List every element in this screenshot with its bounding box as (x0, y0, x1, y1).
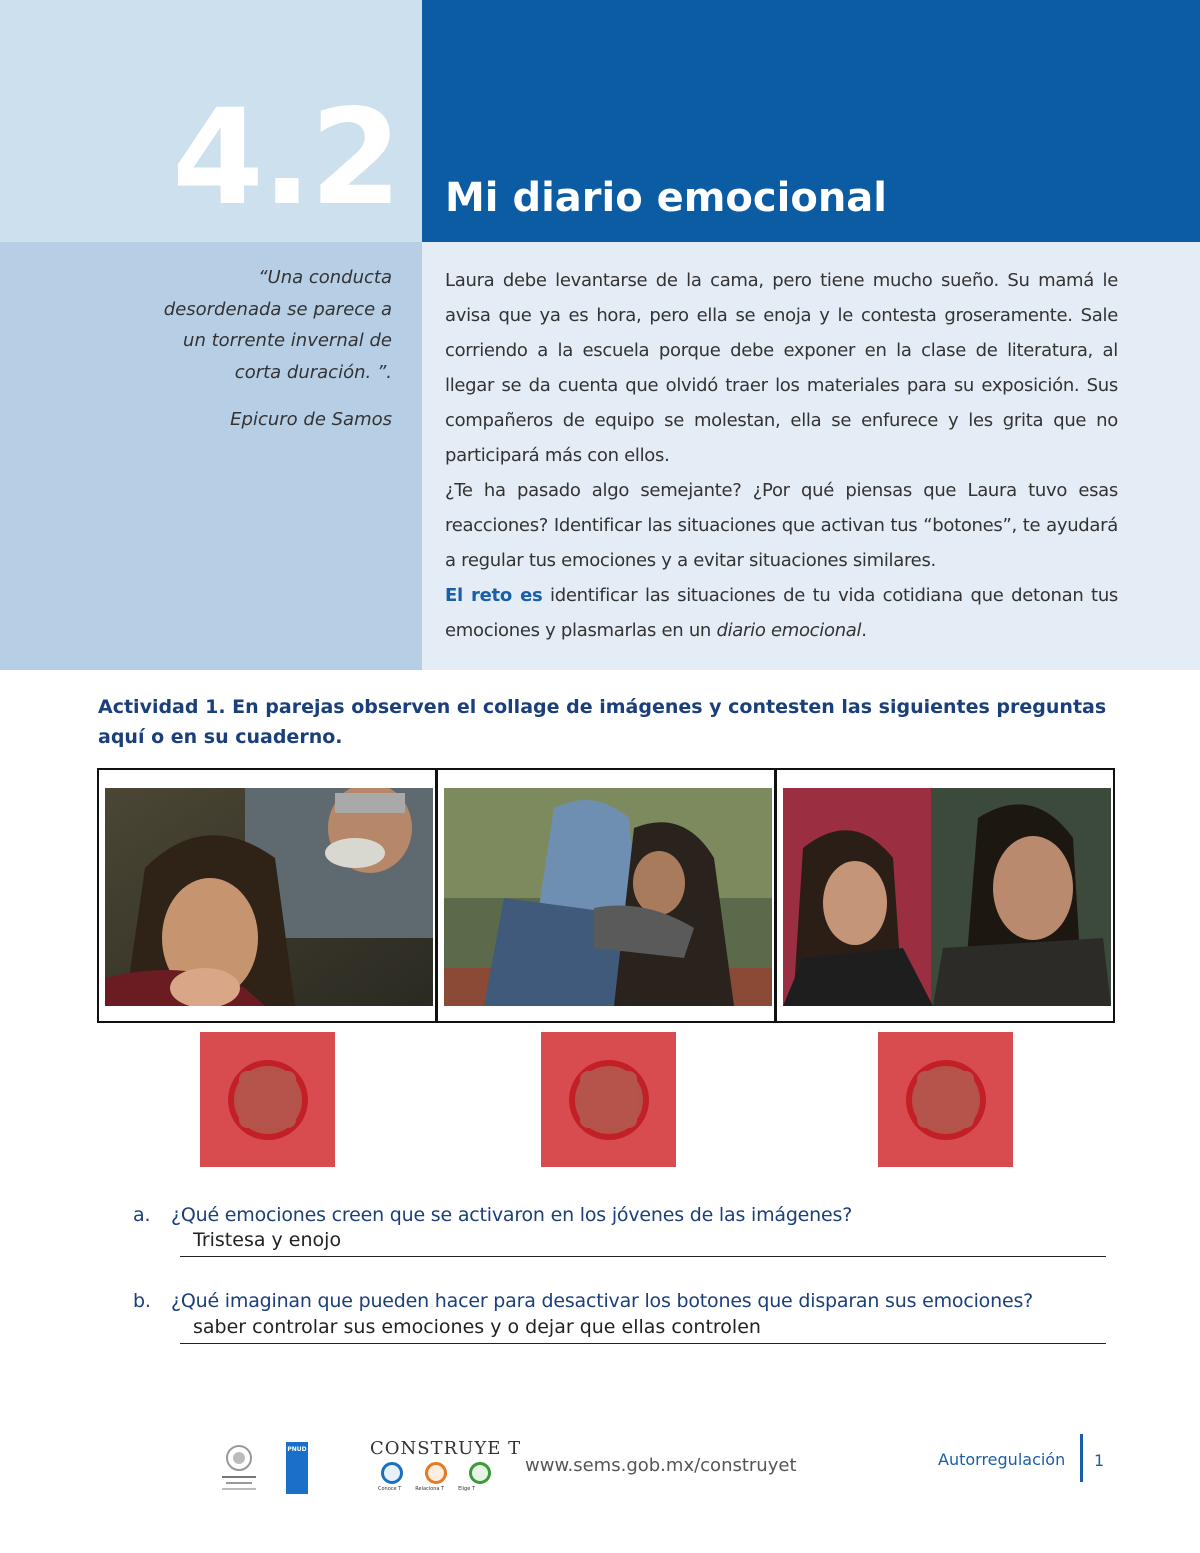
intro-paragraph: ¿Te ha pasado algo semejante? ¿Por qué piensas que Laura tuvo esas reacciones? Identificar las situaciones que activan tus “botones”, te ayudará a regular tus emociones y a evitar situaciones similares. (445, 480, 1118, 571)
image-placeholder (541, 1032, 676, 1167)
image-placeholder (200, 1032, 335, 1167)
activity-title: Actividad 1. En parejas observen el collage de imágenes y contesten las siguientes preguntas aquí o en su cuaderno. (98, 696, 1107, 748)
answer-b-field[interactable]: saber controlar sus emociones y o dejar que ellas controlen (193, 1316, 761, 1338)
epigraph (152, 262, 392, 436)
photo-girl-and-father (105, 788, 433, 1006)
collage-cell (97, 768, 437, 1023)
intro-paragraph: Laura debe levantarse de la cama, pero tiene mucho sueño. Su mamá le avisa que ya es hora, pero ella se enoja y le contesta groseramente. Sale corriendo a la escuela porque debe exponer en la clase de literatura, al llegar se da cuenta que olvidó traer los materiales para su exposición. Sus compañeros de equipo se molestan, ella se enfurece y les grita que no participará más con ellos. (445, 270, 1118, 466)
question-text: ¿Qué imaginan que pueden hacer para desactivar los botones que disparan sus emociones? (171, 1290, 1034, 1312)
question-letter: a. (133, 1204, 151, 1226)
section-number: 4.2 (172, 81, 400, 235)
conoce-icon (381, 1462, 403, 1484)
construye-t-labels: Conoce T Relaciona T Elige T (378, 1486, 475, 1492)
footer-divider (1080, 1434, 1083, 1482)
quote-panel (0, 242, 422, 670)
challenge-text: identificar las situaciones de tu vida cotidiana que detonan tus emociones y plasmarlas en un (445, 585, 1119, 641)
image-placeholder (878, 1032, 1013, 1167)
section-name: Autorregulación (938, 1450, 1066, 1469)
answer-line (180, 1256, 1106, 1257)
epigraph-text: “Una conducta desordenada se parece a un torrente invernal de corta duración. ”. (163, 267, 392, 383)
construye-t-icons (381, 1462, 491, 1484)
question-letter: b. (133, 1290, 151, 1312)
question-a (133, 1204, 852, 1226)
page-title: Mi diario emocional (445, 175, 887, 221)
epigraph-author: Epicuro de Samos (230, 409, 392, 430)
photo-hug (444, 788, 772, 1006)
photo-two-young-men (783, 788, 1111, 1006)
challenge-label: El reto es (445, 585, 543, 606)
image-collage (97, 768, 1117, 1023)
page-number: 1 (1094, 1451, 1105, 1470)
website-link[interactable]: www.sems.gob.mx/construyet (525, 1455, 797, 1476)
pnud-logo: PNUD (286, 1442, 308, 1494)
challenge-emphasis: diario emocional (716, 620, 862, 641)
question-b (133, 1290, 1033, 1312)
question-text: ¿Qué emociones creen que se activaron en los jóvenes de las imágenes? (171, 1204, 853, 1226)
elige-icon (469, 1462, 491, 1484)
answer-a-field[interactable]: Tristesa y enojo (193, 1229, 342, 1251)
challenge-paragraph: El reto es identificar las situaciones de tu vida cotidiana que detonan tus emociones y plasmarlas en un diario emocional. (445, 585, 1119, 641)
construye-t-logo: CONSTRUYE T (370, 1438, 522, 1459)
intro-text (445, 263, 1118, 648)
collage-cell (436, 768, 776, 1023)
collage-cell (775, 768, 1115, 1023)
answer-line (180, 1343, 1106, 1344)
sep-logo (218, 1442, 260, 1494)
relaciona-icon (425, 1462, 447, 1484)
